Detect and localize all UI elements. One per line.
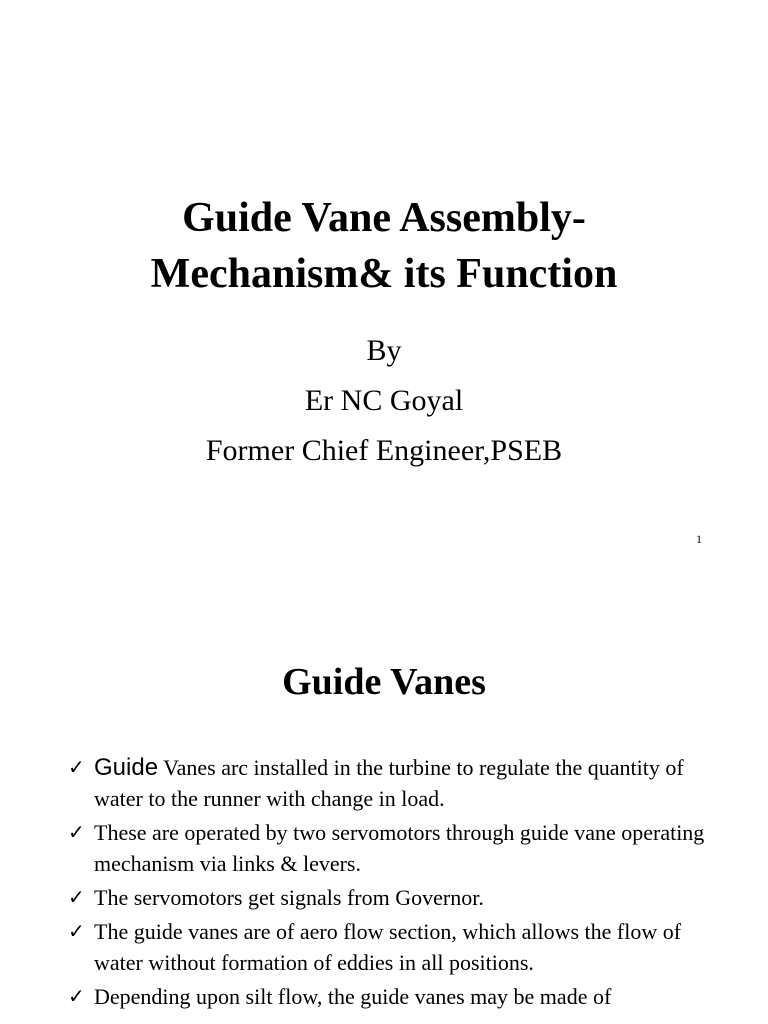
section-title: Guide Vanes <box>282 661 486 703</box>
by-label: By <box>366 334 402 367</box>
title-line-2: Mechanism& its Function <box>150 251 618 297</box>
slide-title <box>0 190 768 302</box>
check-mark-icon: ✓ <box>68 885 85 909</box>
bullet-lead: Guide <box>94 754 159 781</box>
bullet-item <box>68 916 708 978</box>
title-line-1: Guide Vane Assembly- <box>182 195 586 241</box>
check-mark-icon: ✓ <box>68 755 85 779</box>
bullet-list <box>68 752 708 1015</box>
bullet-item <box>68 981 708 1012</box>
check-mark-icon: ✓ <box>68 984 85 1008</box>
author-name: Er NC Goyal <box>304 384 464 417</box>
bullet-item <box>68 882 708 913</box>
check-mark-icon: ✓ <box>68 919 85 943</box>
bullet-item <box>68 752 708 814</box>
bullet-text: The guide vanes are of aero flow section, which allows the flow of water without formation of eddies in all positions. <box>94 919 682 975</box>
bullet-text: Vanes arc installed in the turbine to regulate the quantity of water to the runner with change in load. <box>94 755 684 811</box>
bullet-text: The servomotors get signals from Governor. <box>94 885 484 910</box>
author-role: Former Chief Engineer,PSEB <box>205 434 563 467</box>
bullet-item <box>68 817 708 879</box>
bullet-text: These are operated by two servomotors through guide vane operating mechanism via links & levers. <box>94 820 705 876</box>
check-mark-icon: ✓ <box>68 820 85 844</box>
page-number: 1 <box>696 532 702 546</box>
bullet-text: Depending upon silt flow, the guide vanes may be made of <box>94 984 612 1009</box>
slide-2 <box>0 576 768 1024</box>
